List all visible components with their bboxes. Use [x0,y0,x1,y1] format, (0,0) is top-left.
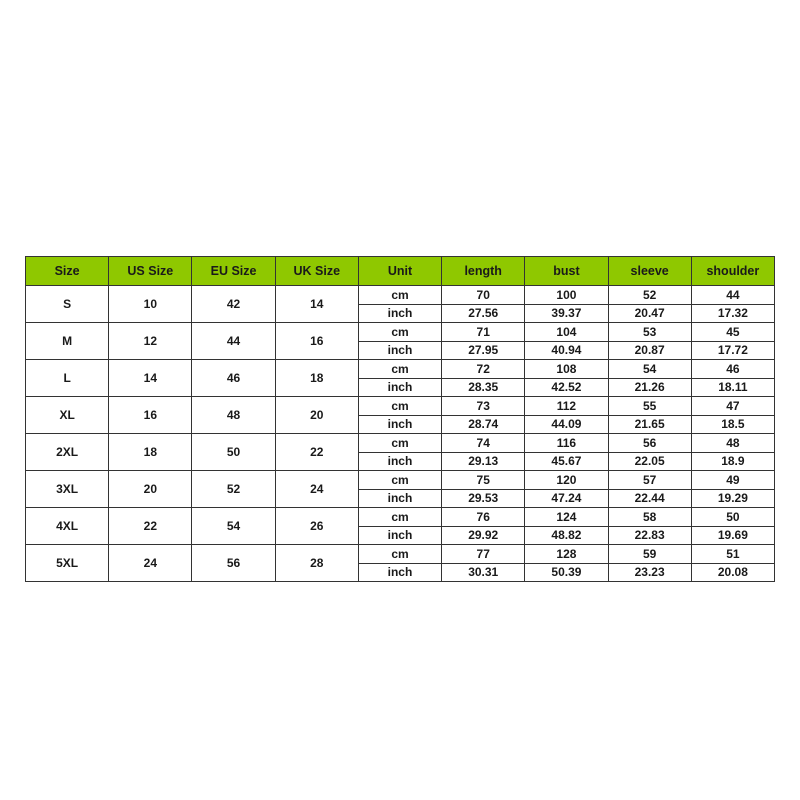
sleeve-cell: 22.83 [608,526,691,545]
length-cell: 29.92 [442,526,525,545]
size-cell: 2XL [26,434,109,471]
bust-cell: 124 [525,508,608,527]
sleeve-cell: 52 [608,286,691,305]
uk-size-cell: 16 [275,323,358,360]
shoulder-cell: 17.72 [691,341,774,360]
header-length: length [442,257,525,286]
sleeve-cell: 57 [608,471,691,490]
size-cell: S [26,286,109,323]
bust-cell: 128 [525,545,608,564]
shoulder-cell: 51 [691,545,774,564]
us-size-cell: 16 [109,397,192,434]
sleeve-cell: 58 [608,508,691,527]
length-cell: 29.53 [442,489,525,508]
sleeve-cell: 55 [608,397,691,416]
eu-size-cell: 54 [192,508,275,545]
uk-size-cell: 26 [275,508,358,545]
header-bust: bust [525,257,608,286]
unit-cell: inch [358,526,441,545]
uk-size-cell: 22 [275,434,358,471]
unit-cell: inch [358,304,441,323]
shoulder-cell: 17.32 [691,304,774,323]
sleeve-cell: 20.47 [608,304,691,323]
bust-cell: 48.82 [525,526,608,545]
shoulder-cell: 45 [691,323,774,342]
sleeve-cell: 20.87 [608,341,691,360]
shoulder-cell: 19.69 [691,526,774,545]
unit-cell: inch [358,378,441,397]
us-size-cell: 22 [109,508,192,545]
us-size-cell: 10 [109,286,192,323]
table-row [26,286,775,305]
shoulder-cell: 46 [691,360,774,379]
table-row [26,471,775,490]
us-size-cell: 14 [109,360,192,397]
uk-size-cell: 18 [275,360,358,397]
header-us-size: US Size [109,257,192,286]
unit-cell: inch [358,452,441,471]
header-uk-size: UK Size [275,257,358,286]
length-cell: 28.74 [442,415,525,434]
length-cell: 30.31 [442,563,525,582]
sleeve-cell: 54 [608,360,691,379]
shoulder-cell: 18.9 [691,452,774,471]
header-eu-size: EU Size [192,257,275,286]
bust-cell: 100 [525,286,608,305]
sleeve-cell: 23.23 [608,563,691,582]
table-row [26,360,775,379]
length-cell: 75 [442,471,525,490]
header-sleeve: sleeve [608,257,691,286]
eu-size-cell: 50 [192,434,275,471]
table-body [26,286,775,582]
table-row [26,434,775,453]
table-row [26,545,775,564]
unit-cell: inch [358,489,441,508]
shoulder-cell: 19.29 [691,489,774,508]
eu-size-cell: 56 [192,545,275,582]
header-row [26,257,775,286]
shoulder-cell: 44 [691,286,774,305]
unit-cell: cm [358,286,441,305]
eu-size-cell: 46 [192,360,275,397]
unit-cell: inch [358,563,441,582]
table-row [26,508,775,527]
sleeve-cell: 22.44 [608,489,691,508]
shoulder-cell: 49 [691,471,774,490]
shoulder-cell: 18.11 [691,378,774,397]
sleeve-cell: 53 [608,323,691,342]
bust-cell: 120 [525,471,608,490]
unit-cell: inch [358,341,441,360]
sleeve-cell: 56 [608,434,691,453]
unit-cell: cm [358,323,441,342]
eu-size-cell: 48 [192,397,275,434]
us-size-cell: 18 [109,434,192,471]
shoulder-cell: 48 [691,434,774,453]
sleeve-cell: 21.26 [608,378,691,397]
length-cell: 71 [442,323,525,342]
length-cell: 27.56 [442,304,525,323]
table-row [26,397,775,416]
sleeve-cell: 22.05 [608,452,691,471]
bust-cell: 116 [525,434,608,453]
length-cell: 27.95 [442,341,525,360]
size-cell: 4XL [26,508,109,545]
bust-cell: 112 [525,397,608,416]
size-cell: XL [26,397,109,434]
length-cell: 72 [442,360,525,379]
shoulder-cell: 18.5 [691,415,774,434]
bust-cell: 50.39 [525,563,608,582]
header-unit: Unit [358,257,441,286]
unit-cell: cm [358,434,441,453]
length-cell: 70 [442,286,525,305]
bust-cell: 44.09 [525,415,608,434]
length-cell: 76 [442,508,525,527]
sleeve-cell: 21.65 [608,415,691,434]
length-cell: 77 [442,545,525,564]
unit-cell: cm [358,508,441,527]
size-cell: L [26,360,109,397]
size-cell: M [26,323,109,360]
unit-cell: cm [358,471,441,490]
header-size: Size [26,257,109,286]
uk-size-cell: 24 [275,471,358,508]
bust-cell: 47.24 [525,489,608,508]
unit-cell: cm [358,397,441,416]
uk-size-cell: 28 [275,545,358,582]
bust-cell: 39.37 [525,304,608,323]
shoulder-cell: 50 [691,508,774,527]
length-cell: 74 [442,434,525,453]
unit-cell: cm [358,545,441,564]
bust-cell: 104 [525,323,608,342]
shoulder-cell: 47 [691,397,774,416]
length-cell: 28.35 [442,378,525,397]
size-cell: 5XL [26,545,109,582]
table-row [26,323,775,342]
length-cell: 73 [442,397,525,416]
size-chart-table [25,256,775,582]
us-size-cell: 20 [109,471,192,508]
unit-cell: inch [358,415,441,434]
us-size-cell: 12 [109,323,192,360]
eu-size-cell: 42 [192,286,275,323]
header-shoulder: shoulder [691,257,774,286]
bust-cell: 40.94 [525,341,608,360]
uk-size-cell: 20 [275,397,358,434]
bust-cell: 45.67 [525,452,608,471]
size-cell: 3XL [26,471,109,508]
eu-size-cell: 52 [192,471,275,508]
eu-size-cell: 44 [192,323,275,360]
us-size-cell: 24 [109,545,192,582]
uk-size-cell: 14 [275,286,358,323]
sleeve-cell: 59 [608,545,691,564]
length-cell: 29.13 [442,452,525,471]
shoulder-cell: 20.08 [691,563,774,582]
unit-cell: cm [358,360,441,379]
bust-cell: 108 [525,360,608,379]
bust-cell: 42.52 [525,378,608,397]
